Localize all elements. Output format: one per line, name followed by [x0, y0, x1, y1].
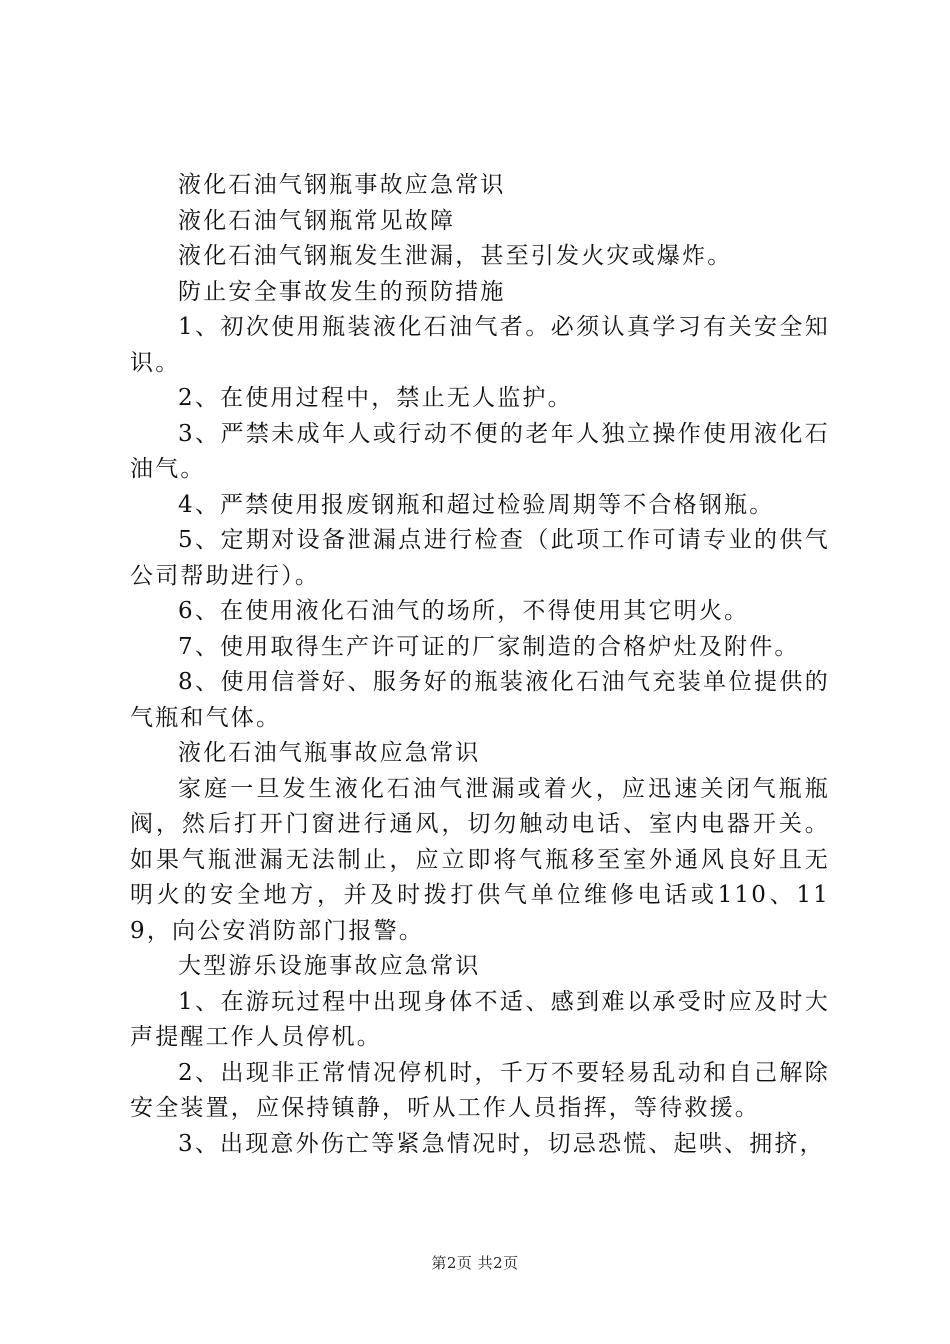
list-item-prevention-2: 2、在使用过程中，禁止无人监护。 — [178, 385, 573, 411]
document-body — [130, 168, 830, 1162]
list-item-prevention-3: 3、严禁未成年人或行动不便的老年人独立操作使用液化石油气。 — [130, 420, 830, 482]
list-item-prevention-4: 4、严禁使用报废钢瓶和超过检验周期等不合格钢瓶。 — [178, 491, 775, 518]
list-item-prevention-5: 5、定期对设备泄漏点进行检查（此项工作可请专业的供气公司帮助进行）。 — [130, 527, 830, 589]
paragraph-household-leak: 家庭一旦发生液化石油气泄漏或着火，应迅速关闭气瓶瓶阀，然后打开门窗进行通风，切勿触动电话、室内电器开关。如果气瓶泄漏无法制止，应立即将气瓶移至室外通风良好且无明火的安全地方，并及时拨打供气单位维修电话或110、119，向公安消防部门报警。 — [130, 775, 830, 944]
section-title-common-faults: 液化石油气钢瓶常见故障 — [178, 207, 456, 234]
list-item-prevention-7: 7、使用取得生产许可证的厂家制造的合格炉灶及附件。 — [178, 633, 800, 660]
section-title-prevention: 防止安全事故发生的预防措施 — [178, 278, 506, 305]
page-number-footer: 第2页 共2页 — [431, 1254, 519, 1272]
section-title-amusement-emergency: 大型游乐设施事故应急常识 — [178, 953, 481, 979]
list-item-amusement-1: 1、在游玩过程中出现身体不适、感到难以承受时应及时大声提醒工作人员停机。 — [130, 988, 830, 1050]
list-item-prevention-1: 1、初次使用瓶装液化石油气者。必须认真学习有关安全知识。 — [130, 314, 830, 376]
list-item-prevention-6: 6、在使用液化石油气的场所，不得使用其它明火。 — [178, 598, 750, 624]
paragraph-faults-description: 液化石油气钢瓶发生泄漏，甚至引发火灾或爆炸。 — [178, 243, 733, 269]
section-title-lpg-emergency: 液化石油气钢瓶事故应急常识 — [178, 172, 506, 198]
list-item-amusement-2: 2、出现非正常情况停机时，千万不要轻易乱动和自己解除安全装置，应保持镇静，听从工作人员指挥，等待救援。 — [130, 1059, 830, 1121]
section-title-cylinder-emergency: 液化石油气瓶事故应急常识 — [178, 740, 481, 766]
list-item-amusement-3: 3、出现意外伤亡等紧急情况时，切忌恐慌、起哄、拥挤， — [178, 1130, 825, 1157]
list-item-prevention-8: 8、使用信誉好、服务好的瓶装液化石油气充装单位提供的气瓶和气体。 — [130, 669, 830, 731]
